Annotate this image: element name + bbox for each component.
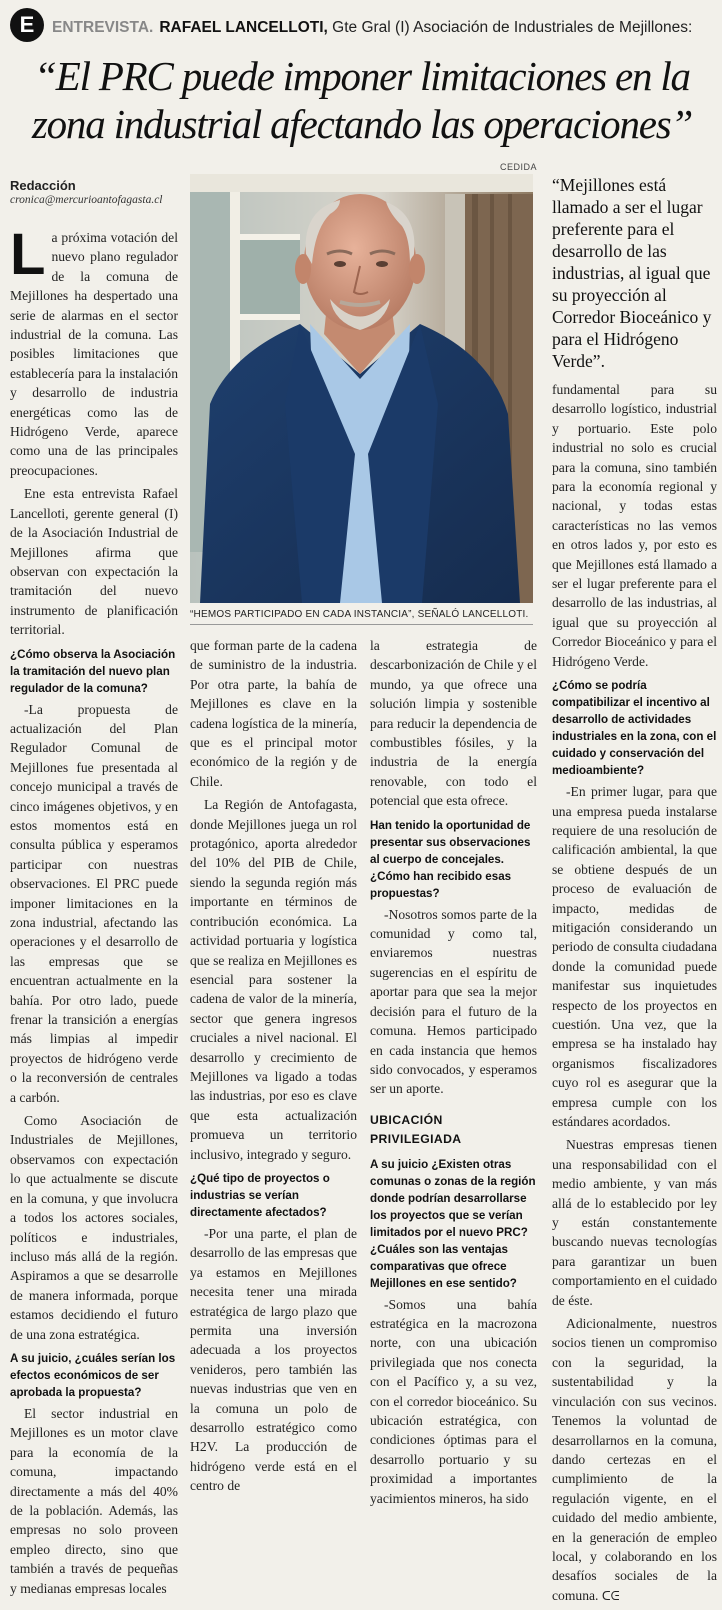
byline-email: cronica@mercurioantofagasta.cl [10,194,163,206]
headline: “El PRC puede imponer limitaciones en la zona industrial afectando las operaciones” [31,53,693,147]
photo-caption: “HEMOS PARTICIPADO EN CADA INSTANCIA”, SEÑALÓ LANCELLOTI. [190,609,529,620]
interview-question: ¿Cómo se podría compatibilizar el incentivo al desarrollo de actividades industriales en la zona, con el cuidado y conservación del medioambiente? [552,679,717,778]
pull-quote: “Mejillones está llamado a ser el lugar preferente para el desarrollo de las industrias, al igual que su proyección al Corredor Bioceánico y para el Hidrógeno Verde”. [552,175,712,371]
body-paragraph: que forman parte de la cadena de suministro de la industria. Por otra parte, la bahía de Mejillones es clave en la cadena logística de la minería, que es el principal motor económico de la región y de Chile. [190,638,357,789]
interviewee-role: Gte Gral (I) Asociación de Industriales de Mejillones: [327,19,693,36]
caption-rule [190,624,533,625]
body-paragraph: Nuestras empresas tienen una responsabilidad con el medio ambiente, y van más allá de lo establecido por ley y están constantemente buscando nuevas tecnologías para garantizar un buen comportamiento en el cuidado de éste. [552,1137,717,1308]
body-paragraph: -Somos una bahía estratégica en la macrozona norte, con una ubicación privilegiada que nos conecta con el Pacífico y, a su vez, con el corredor bioceánico. Su ubicación estratégica, con condiciones óptimas para el desarrollo portuario y su proximidad a importantes yacimientos mineros, ha sido [370,1296,537,1506]
kicker [52,19,717,37]
lead-paragraph: La próxima votación del nuevo plano regulador de la comuna de Mejillones ha despertado una serie de alarmas en el sector industrial de la comuna. Las posibles limitaciones que establecería para la instalación y desarrollo de industria energéticas como las de Hidrógeno Verde, aparece como una de las principales preocupaciones. [10,222,178,478]
article-column-1 [10,222,178,1602]
body-paragraph: La Región de Antofagasta, donde Mejillones juega un rol protagónico, aporta alrededor del 10% del PIB de Chile, siendo la segunda región más importante en términos de contribución económica. La actividad portuaria y logística que se realiza en Mejillones es esencial para sostener la cadena de valor de la minería, sector que genera ingresos cruciales a nivel nacional. El desarrollo y crecimiento de Mejillones va ligado a todas las industrias, por eso es clave que esta actualización promueva un territorio inclusivo, integrado y seguro. [190,797,357,1162]
body-paragraph: El sector industrial en Mejillones es un motor clave para la economía de la comuna, impactando directamente a más del 40% de la población. Además, las empresas no solo proveen empleo directo, sino que también a través de pequeñas y medianas empresas locales [10,1405,178,1596]
photo-credit: CEDIDA [500,162,538,172]
interview-question: ¿Cómo observa la Asociación la tramitación del nuevo plan regulador de la comuna? [10,647,176,695]
interviewee-name: RAFAEL LANCELLOTI, [159,19,328,36]
drop-cap: L [10,222,46,287]
body-paragraph: -Por una parte, el plan de desarrollo de las empresas que ya estamos en Mejillones necesita tener una mirada estratégica de largo plazo que permita una inversión adecuada a los proyectos venideros, pero también las nuevas industrias que ven en la comuna un polo de desarrollo estratégico como H2V. La producción de hidrógeno verde está en el centro de [190,1225,357,1494]
body-paragraph: fundamental para su desarrollo logístico, industrial y portuario. Este polo industrial no solo es crucial para la comuna, sino también para la economía regional y nacional, y todas estas características no las vemos en otros lados y, por esto es que Mejillones está llamado a ser el lugar preferente para el desarrollo de las industrias, al igual que su proyección al Corredor Bioceánico y para el Hidrógeno Verde. [552,382,717,669]
section-label: ENTREVISTA. [52,19,154,36]
body-paragraph: Ene esta entrevista Rafael Lancelloti, gerente general (I) de la Asociación Industrial de Mejillones afirma que observan con expectación la tramitación del nuevo instrumento de planificación territorial. [10,486,178,638]
portrait-photo [190,174,533,603]
article-column-4 [552,380,717,1610]
body-paragraph: la estrategia de descarbonización de Chile y el mundo, ya que ofrece una solución limpia y sostenible para reducir la dependencia de combustibles fósiles, y la industria de la energía renovable, con todo el potencial que esta ofrece. [370,638,537,809]
body-paragraph: -En primer lugar, para que una empresa pueda instalarse requiere de una resolución de calificación ambiental, la que se obtiene después de un proceso de evaluación de impacto, medidas de mitigación considerando un periodo de consulta ciudadana donde la comunidad puede manifestar sus inquietudes respecto de los proyectos en cuestión. Una vez, que la empresa se ha instalado hay organismos fiscalizadores cuyo rol es asegurar que la empresa cumple con los estándares acordados. [552,784,717,1129]
article-column-3 [370,636,537,1512]
section-badge: E [10,8,44,42]
body-paragraph: Como Asociación de Industriales de Mejillones, observamos con expectación lo que actualmente se discute en la comuna, y que involucra a todos los actores sociales, políticos e industriales, incluso más allá de la región. Aspiramos a que se desarrolle de manera informada, porque estamos decidiendo el futuro de una zona estratégica. [10,1113,178,1342]
interview-question: A su juicio, ¿cuáles serían los efectos económicos de ser aprobada la propuesta? [10,1351,176,1399]
interview-question: ¿Qué tipo de proyectos o industrias se verían directamente afectados? [190,1171,330,1219]
interview-question: Han tenido la oportunidad de presentar sus observaciones al cuerpo de concejales. ¿Cómo han recibido esas propuestas? [370,818,531,900]
byline-author: Redacción [10,178,76,193]
section-subhead: UBICACIÓN PRIVILEGIADA [370,1112,462,1147]
body-paragraph: -Nosotros somos parte de la comunidad y como tal, enviaremos nuestras sugerencias en el espíritu de aportar para que sea la mejor decisión para el futuro de la comuna. Hemos participado en cada instancia que hemos sido convocados, y esperamos ser un aporte. [370,906,537,1097]
body-paragraph: Adicionalmente, nuestros socios tienen un compromiso con la seguridad, la sustentabilidad y la vinculación con sus vecinos. Tenemos la voluntad de desarrollarnos en la comuna, dando certezas en el cumplimiento de la regulación vigente, en el cuidado del medio ambiente, en la generación de empleo local, y colaborando en los desafíos sociales de la comuna. ᑕᕮ [552,1316,717,1603]
article-column-2 [190,636,357,1500]
end-mark-icon: ᑕᕮ [601,1588,620,1603]
interview-question: A su juicio ¿Existen otras comunas o zonas de la región donde podrían desarrollarse los proyectos que se verían limitados por el nuevo PRC? ¿Cuáles son las ventajas comparativas que ofrece Mejillones en ese sentido? [370,1157,536,1290]
body-paragraph: -La propuesta de actualización del Plan Regulador Comunal de Mejillones fue presentada al concejo municipal a través de cinco imágenes objetivos, y en estos momentos está en consulta pública y esperamos participar con nuestras observaciones. El PRC puede imponer limitaciones en la zona industrial, afectando las operaciones y el desarrollo de las empresas que se encuentran actualmente en la bahía. Por otro lado, puede frenar la transición a energías más limpias al impedir proyectos de hidrógeno verde o la reconversión de centrales a carbón. [10,701,178,1105]
